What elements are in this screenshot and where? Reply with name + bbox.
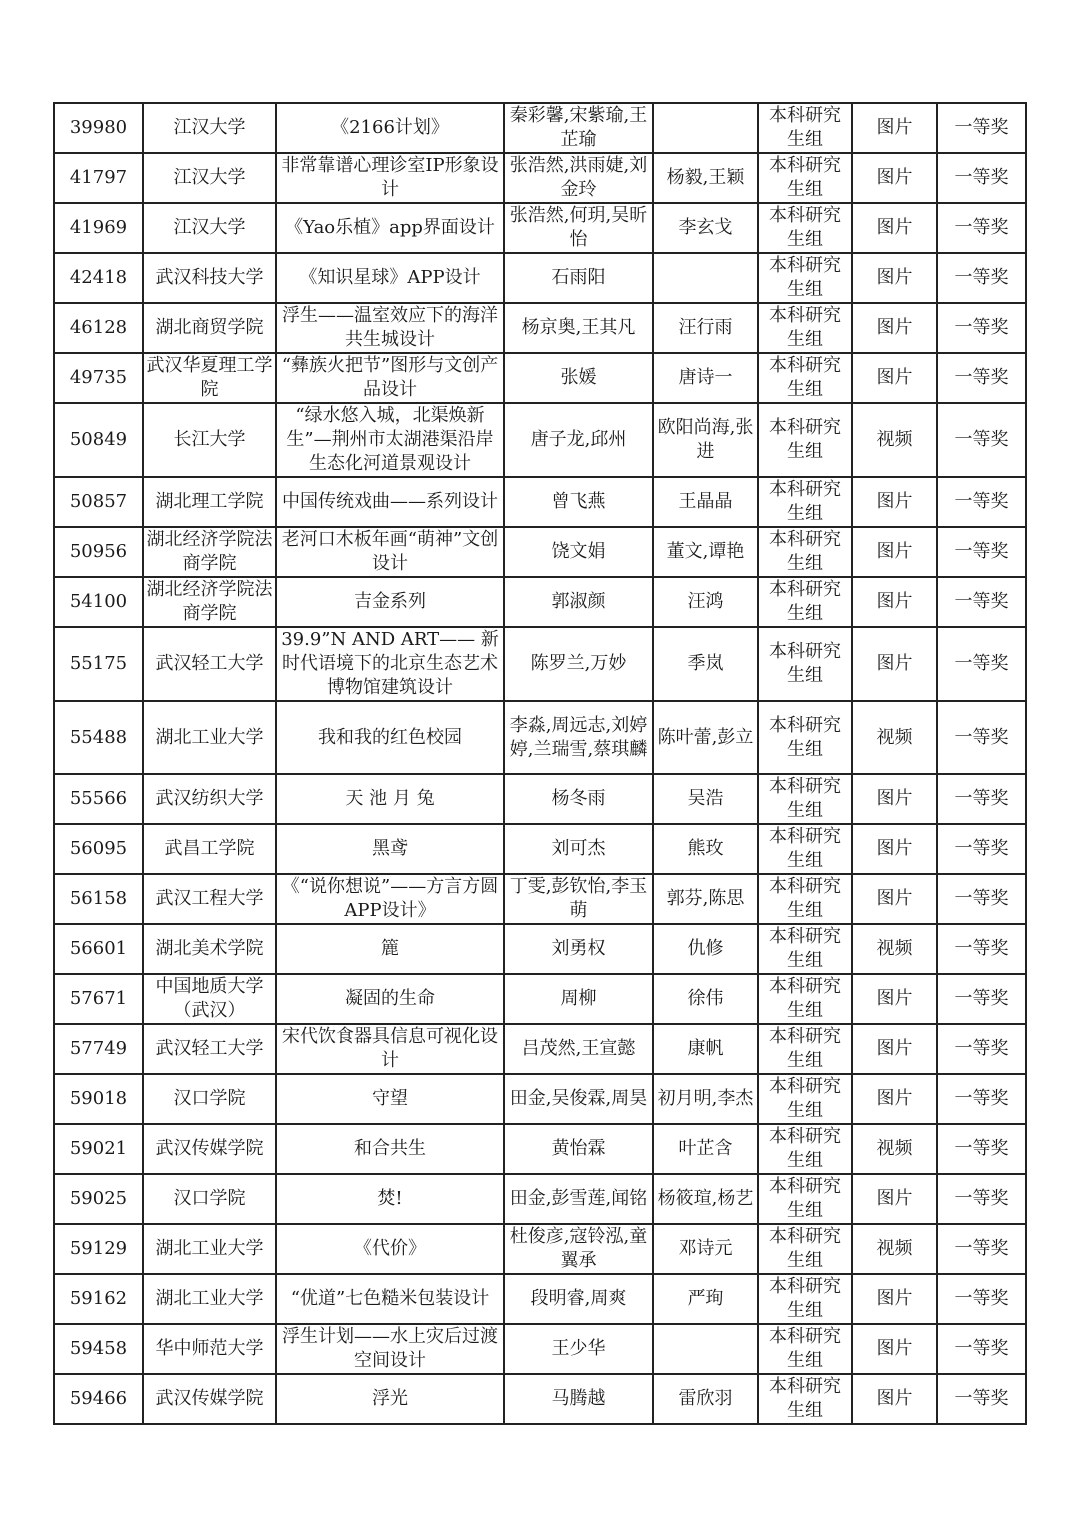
authors-cell: 段明睿,周爽 [504,1274,653,1324]
award-cell: 一等奖 [937,1324,1026,1374]
title-cell: 簏 [276,924,504,974]
school-cell: 武汉华夏理工学院 [143,353,276,403]
title-cell: 《知识星球》APP设计 [276,253,504,303]
title-cell: 《Yao乐植》app界面设计 [276,203,504,253]
table-row [54,577,1026,627]
table-row [54,1074,1026,1124]
type-cell: 图片 [852,477,937,527]
title-cell: 天 池 月 兔 [276,774,504,824]
id-cell: 55175 [54,627,143,701]
group-cell: 本科研究生组 [758,477,852,527]
table-row [54,824,1026,874]
school-cell: 武汉传媒学院 [143,1124,276,1174]
advisor-cell: 欧阳尚海,张进 [653,403,758,477]
type-cell: 图片 [852,1374,937,1424]
type-cell: 图片 [852,627,937,701]
authors-cell: 张媛 [504,353,653,403]
advisor-cell: 严珣 [653,1274,758,1324]
id-cell: 59162 [54,1274,143,1324]
id-cell: 59466 [54,1374,143,1424]
authors-cell: 黄怡霖 [504,1124,653,1174]
advisor-cell: 郭芬,陈思 [653,874,758,924]
group-cell: 本科研究生组 [758,1224,852,1274]
school-cell: 武汉工程大学 [143,874,276,924]
advisor-cell: 季岚 [653,627,758,701]
type-cell: 图片 [852,527,937,577]
title-cell: “绿水悠入城，北渠焕新生”—荆州市太湖港渠沿岸生态化河道景观设计 [276,403,504,477]
advisor-cell: 陈叶蕾,彭立 [653,701,758,774]
advisor-cell: 仇修 [653,924,758,974]
award-cell: 一等奖 [937,527,1026,577]
authors-cell: 周柳 [504,974,653,1024]
authors-cell: 杨冬雨 [504,774,653,824]
table-row [54,1024,1026,1074]
type-cell: 图片 [852,1274,937,1324]
advisor-cell: 王晶晶 [653,477,758,527]
group-cell: 本科研究生组 [758,1124,852,1174]
award-table-body [54,103,1026,1424]
title-cell: 《2166计划》 [276,103,504,153]
advisor-cell: 雷欣羽 [653,1374,758,1424]
group-cell: 本科研究生组 [758,1174,852,1224]
school-cell: 武汉纺织大学 [143,774,276,824]
group-cell: 本科研究生组 [758,874,852,924]
title-cell: 中国传统戏曲——系列设计 [276,477,504,527]
authors-cell: 郭淑颜 [504,577,653,627]
table-row [54,1224,1026,1274]
school-cell: 武汉传媒学院 [143,1374,276,1424]
group-cell: 本科研究生组 [758,527,852,577]
table-row [54,527,1026,577]
title-cell: 守望 [276,1074,504,1124]
type-cell: 图片 [852,577,937,627]
award-cell: 一等奖 [937,924,1026,974]
award-table [53,102,1027,1425]
group-cell: 本科研究生组 [758,924,852,974]
advisor-cell: 吴浩 [653,774,758,824]
school-cell: 湖北经济学院法商学院 [143,577,276,627]
award-cell: 一等奖 [937,1074,1026,1124]
award-cell: 一等奖 [937,477,1026,527]
title-cell: 我和我的红色校园 [276,701,504,774]
type-cell: 视频 [852,1124,937,1174]
table-row [54,874,1026,924]
authors-cell: 张浩然,洪雨婕,刘金玲 [504,153,653,203]
advisor-cell: 杨毅,王颖 [653,153,758,203]
advisor-cell: 邓诗元 [653,1224,758,1274]
group-cell: 本科研究生组 [758,701,852,774]
group-cell: 本科研究生组 [758,103,852,153]
type-cell: 视频 [852,403,937,477]
group-cell: 本科研究生组 [758,353,852,403]
school-cell: 湖北工业大学 [143,701,276,774]
authors-cell: 李淼,周远志,刘婷婷,兰瑞雪,蔡琪麟 [504,701,653,774]
type-cell: 图片 [852,1024,937,1074]
table-row [54,1374,1026,1424]
school-cell: 武汉科技大学 [143,253,276,303]
type-cell: 视频 [852,701,937,774]
authors-cell: 唐子龙,邱州 [504,403,653,477]
group-cell: 本科研究生组 [758,303,852,353]
table-row [54,974,1026,1024]
authors-cell: 刘可杰 [504,824,653,874]
authors-cell: 曾飞燕 [504,477,653,527]
id-cell: 49735 [54,353,143,403]
table-row [54,203,1026,253]
title-cell: 《“说你想说”——方言方圆APP设计》 [276,874,504,924]
school-cell: 武昌工学院 [143,824,276,874]
id-cell: 59129 [54,1224,143,1274]
school-cell: 湖北理工学院 [143,477,276,527]
award-cell: 一等奖 [937,153,1026,203]
id-cell: 50849 [54,403,143,477]
award-cell: 一等奖 [937,874,1026,924]
school-cell: 江汉大学 [143,203,276,253]
title-cell: 和合共生 [276,1124,504,1174]
group-cell: 本科研究生组 [758,1074,852,1124]
id-cell: 57671 [54,974,143,1024]
title-cell: 《代价》 [276,1224,504,1274]
authors-cell: 吕茂然,王宣懿 [504,1024,653,1074]
award-cell: 一等奖 [937,1174,1026,1224]
school-cell: 湖北美术学院 [143,924,276,974]
id-cell: 59025 [54,1174,143,1224]
table-row [54,303,1026,353]
type-cell: 图片 [852,1074,937,1124]
school-cell: 中国地质大学（武汉） [143,974,276,1024]
id-cell: 42418 [54,253,143,303]
award-cell: 一等奖 [937,1124,1026,1174]
group-cell: 本科研究生组 [758,824,852,874]
id-cell: 57749 [54,1024,143,1074]
award-cell: 一等奖 [937,1224,1026,1274]
id-cell: 59021 [54,1124,143,1174]
table-row [54,103,1026,153]
authors-cell: 石雨阳 [504,253,653,303]
advisor-cell: 康帆 [653,1024,758,1074]
title-cell: 老河口木板年画“萌神”文创设计 [276,527,504,577]
table-row [54,774,1026,824]
table-row [54,1174,1026,1224]
type-cell: 图片 [852,353,937,403]
school-cell: 江汉大学 [143,103,276,153]
title-cell: 浮生计划——水上灾后过渡空间设计 [276,1324,504,1374]
group-cell: 本科研究生组 [758,774,852,824]
group-cell: 本科研究生组 [758,1324,852,1374]
type-cell: 图片 [852,1324,937,1374]
title-cell: 39.9”N AND ART—— 新时代语境下的北京生态艺术博物馆建筑设计 [276,627,504,701]
award-cell: 一等奖 [937,1274,1026,1324]
title-cell: 宋代饮食器具信息可视化设计 [276,1024,504,1074]
id-cell: 56601 [54,924,143,974]
id-cell: 46128 [54,303,143,353]
group-cell: 本科研究生组 [758,1024,852,1074]
group-cell: 本科研究生组 [758,627,852,701]
advisor-cell: 叶芷含 [653,1124,758,1174]
table-row [54,253,1026,303]
type-cell: 视频 [852,1224,937,1274]
group-cell: 本科研究生组 [758,403,852,477]
id-cell: 54100 [54,577,143,627]
group-cell: 本科研究生组 [758,153,852,203]
title-cell: 浮生——温室效应下的海洋共生城设计 [276,303,504,353]
group-cell: 本科研究生组 [758,253,852,303]
award-cell: 一等奖 [937,203,1026,253]
title-cell: 非常靠谱心理诊室IP形象设计 [276,153,504,203]
advisor-cell [653,253,758,303]
id-cell: 50956 [54,527,143,577]
school-cell: 武汉轻工大学 [143,627,276,701]
authors-cell: 张浩然,何玥,吴昕怡 [504,203,653,253]
id-cell: 55488 [54,701,143,774]
group-cell: 本科研究生组 [758,203,852,253]
award-cell: 一等奖 [937,353,1026,403]
authors-cell: 田金,彭雪莲,闻铭 [504,1174,653,1224]
table-row [54,477,1026,527]
id-cell: 50857 [54,477,143,527]
table-row [54,403,1026,477]
id-cell: 39980 [54,103,143,153]
award-cell: 一等奖 [937,403,1026,477]
advisor-cell: 汪鸿 [653,577,758,627]
type-cell: 图片 [852,774,937,824]
table-row [54,353,1026,403]
authors-cell: 杜俊彦,寇铃泓,童翼承 [504,1224,653,1274]
group-cell: 本科研究生组 [758,1374,852,1424]
authors-cell: 刘勇权 [504,924,653,974]
table-row [54,701,1026,774]
authors-cell: 丁雯,彭钦怡,李玉萌 [504,874,653,924]
school-cell: 武汉轻工大学 [143,1024,276,1074]
title-cell: 焚! [276,1174,504,1224]
award-cell: 一等奖 [937,774,1026,824]
award-cell: 一等奖 [937,701,1026,774]
award-cell: 一等奖 [937,1024,1026,1074]
award-cell: 一等奖 [937,303,1026,353]
title-cell: 吉金系列 [276,577,504,627]
authors-cell: 秦彩馨,宋紫瑜,王芷瑜 [504,103,653,153]
title-cell: 凝固的生命 [276,974,504,1024]
advisor-cell: 徐伟 [653,974,758,1024]
title-cell: “彝族火把节”图形与文创产品设计 [276,353,504,403]
school-cell: 汉口学院 [143,1174,276,1224]
school-cell: 湖北经济学院法商学院 [143,527,276,577]
table-row [54,924,1026,974]
type-cell: 图片 [852,874,937,924]
authors-cell: 杨京奥,王其凡 [504,303,653,353]
award-cell: 一等奖 [937,627,1026,701]
authors-cell: 马腾越 [504,1374,653,1424]
type-cell: 图片 [852,253,937,303]
table-row [54,1324,1026,1374]
id-cell: 59018 [54,1074,143,1124]
table-row [54,627,1026,701]
id-cell: 41969 [54,203,143,253]
table-row [54,1124,1026,1174]
award-cell: 一等奖 [937,824,1026,874]
type-cell: 图片 [852,103,937,153]
authors-cell: 田金,吴俊霖,周昊 [504,1074,653,1124]
title-cell: “优道”七色糙米包装设计 [276,1274,504,1324]
award-cell: 一等奖 [937,974,1026,1024]
advisor-cell [653,1324,758,1374]
advisor-cell: 杨筱瑄,杨艺 [653,1174,758,1224]
id-cell: 59458 [54,1324,143,1374]
group-cell: 本科研究生组 [758,974,852,1024]
type-cell: 图片 [852,974,937,1024]
type-cell: 图片 [852,303,937,353]
award-cell: 一等奖 [937,577,1026,627]
advisor-cell: 熊玫 [653,824,758,874]
advisor-cell: 初月明,李杰 [653,1074,758,1124]
school-cell: 长江大学 [143,403,276,477]
type-cell: 视频 [852,924,937,974]
school-cell: 江汉大学 [143,153,276,203]
id-cell: 56095 [54,824,143,874]
title-cell: 浮光 [276,1374,504,1424]
table-row [54,153,1026,203]
title-cell: 黑鸢 [276,824,504,874]
school-cell: 汉口学院 [143,1074,276,1124]
award-cell: 一等奖 [937,103,1026,153]
advisor-cell: 唐诗一 [653,353,758,403]
type-cell: 图片 [852,153,937,203]
school-cell: 湖北商贸学院 [143,303,276,353]
id-cell: 41797 [54,153,143,203]
school-cell: 湖北工业大学 [143,1274,276,1324]
id-cell: 55566 [54,774,143,824]
type-cell: 图片 [852,203,937,253]
table-row [54,1274,1026,1324]
advisor-cell: 汪行雨 [653,303,758,353]
school-cell: 湖北工业大学 [143,1224,276,1274]
authors-cell: 饶文娟 [504,527,653,577]
award-cell: 一等奖 [937,1374,1026,1424]
group-cell: 本科研究生组 [758,1274,852,1324]
authors-cell: 王少华 [504,1324,653,1374]
advisor-cell: 董文,谭艳 [653,527,758,577]
group-cell: 本科研究生组 [758,577,852,627]
award-cell: 一等奖 [937,253,1026,303]
type-cell: 图片 [852,1174,937,1224]
authors-cell: 陈罗兰,万妙 [504,627,653,701]
id-cell: 56158 [54,874,143,924]
advisor-cell: 李玄戈 [653,203,758,253]
advisor-cell [653,103,758,153]
school-cell: 华中师范大学 [143,1324,276,1374]
type-cell: 图片 [852,824,937,874]
